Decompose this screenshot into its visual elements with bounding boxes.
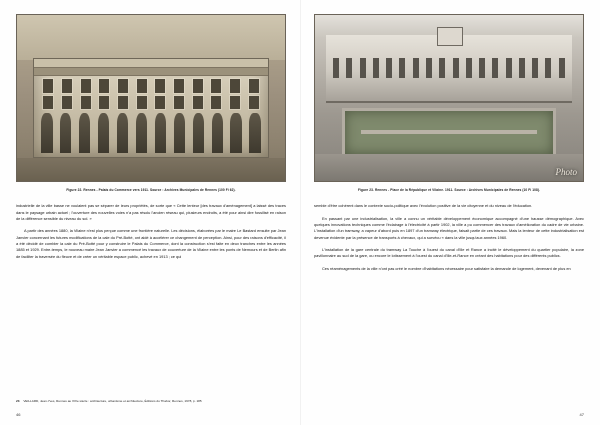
page-number-right: 47 xyxy=(579,412,584,417)
public-square-garden xyxy=(342,108,556,157)
facade-attic xyxy=(34,59,268,67)
footnote-23 xyxy=(16,399,286,403)
paragraph: industrielle de la ville basse ne voulaient pas se séparer de leurs propriétés, de sorte que « Cette lenteur [des travaux d'aménagement] a laissé des traces dans le paysage urbain actuel ; l'ouverture des nouvelles voies n'a pas résolu l'ancien réseau qui, plusieurs endroits, a été pour ainsi dire fossilisé en raison de la différence sensible du niveau du sol. » xyxy=(16,203,286,221)
paragraph: L'installation de la gare centrale du tramway La Touche à l'ouest du canal d'Ille et Rance a incité le développement du quartier populaire, la zone pavillonnaire au sud de la gare, ou encore le lotissement à l'ouest du canal d'Ille-et-Rance en créant des habitations pour des différents publics. xyxy=(314,246,584,259)
paragraph: En passant par une industrialisation, la ville a connu un véritable développement économique accompagné d'une hausse démographique. Avec quelques innovations techniques comme l'éclairage à l'électricité à partir 1902, la ville a pu commencer des travaux d'amélioration du cadre de vie urbaine. L'installation d'un tramway, a vapeur d'abord puis en 1897 d'un tramway électrique, faisait partie de ces travaux. Mais la lenteur de cette industrialisation est devenue évidente par la présence de transports à chevaux, qui a survécu « dans la ville jusqu'aux années 1960. xyxy=(314,215,584,240)
figure-23 xyxy=(314,14,584,192)
photo-foreground xyxy=(315,154,583,181)
paragraph: Ces réaménagements de la ville n'ont pas créé le nombre d'habitations nécessaire pour satisfaire la demande de logement, devenant de plus en xyxy=(322,265,571,271)
figure-23-photo xyxy=(314,14,584,182)
photographer-signature: Photo xyxy=(555,167,577,177)
square-path xyxy=(361,130,536,133)
paragraph: A partir des années 1880, la Vilaine n'est plus perçue comme une frontière naturelle. Les décisions, élaborées par le maire Le Bastard ensuite par Jean Janvier concernant les futures modifications de la cale du Pré-Botté, ont aidé à accélérer ce changement de perception. Ainsi, pour des raisons d'efficacité, il a été décidé de combler la cale du Pré-Botté pour y construire le Palais du Commerce, dont la construction s'est faite en deux tranches entre les années 1885 et 1929. Entre-temps, le nouveau maire Jean Janvier a commencé les travaux de couverture de la Vilaine entre les ponts de Nemours et de Berlin afin de faciliter la traversée du fleuve et de créer un véritable espace public, achevé en 1913 ; ce qui xyxy=(16,228,286,259)
station-building xyxy=(326,35,573,103)
photo-foreground xyxy=(17,158,285,181)
figure-22-caption: Figure 22. Rennes - Palais du Commerce vers 1911. Source : Archives Municipales de Rennes (100 Fi 62). xyxy=(66,188,236,192)
facade-arcade xyxy=(41,113,261,153)
right-page-body xyxy=(314,203,584,278)
footnote-text: VEILLARD, Jean-Yves, Rennes au XIXe siècle : architecture, urbanisme et architecture, Éditions du Thabor, Rennes, 1978, p. 185 xyxy=(23,398,202,403)
figure-23-caption: Figure 23. Rennes - Place de la République et Vilaine. 1911. Source : Archives Municipales de Rennes (10 Fi 108). xyxy=(357,188,541,192)
spread-gutter xyxy=(300,0,301,425)
paragraph: semble d'être cohérent dans le contexte socio-politique avec l'évolution positive de la vie citoyenne et du niveau de l'éducation. xyxy=(314,203,533,209)
figure-22 xyxy=(16,14,286,192)
facade-cornice xyxy=(34,67,268,76)
clock-tower xyxy=(437,27,464,46)
facade-window-row-middle xyxy=(43,96,258,109)
left-page-body xyxy=(16,203,286,266)
photo-sky xyxy=(17,15,285,60)
page-right xyxy=(300,0,600,425)
footnote-number: 23 xyxy=(16,398,20,403)
palais-du-commerce-facade xyxy=(33,58,269,158)
station-window-row xyxy=(333,58,565,78)
page-number-left: 46 xyxy=(16,412,21,417)
facade-window-row-upper xyxy=(43,79,258,94)
figure-22-photo xyxy=(16,14,286,182)
